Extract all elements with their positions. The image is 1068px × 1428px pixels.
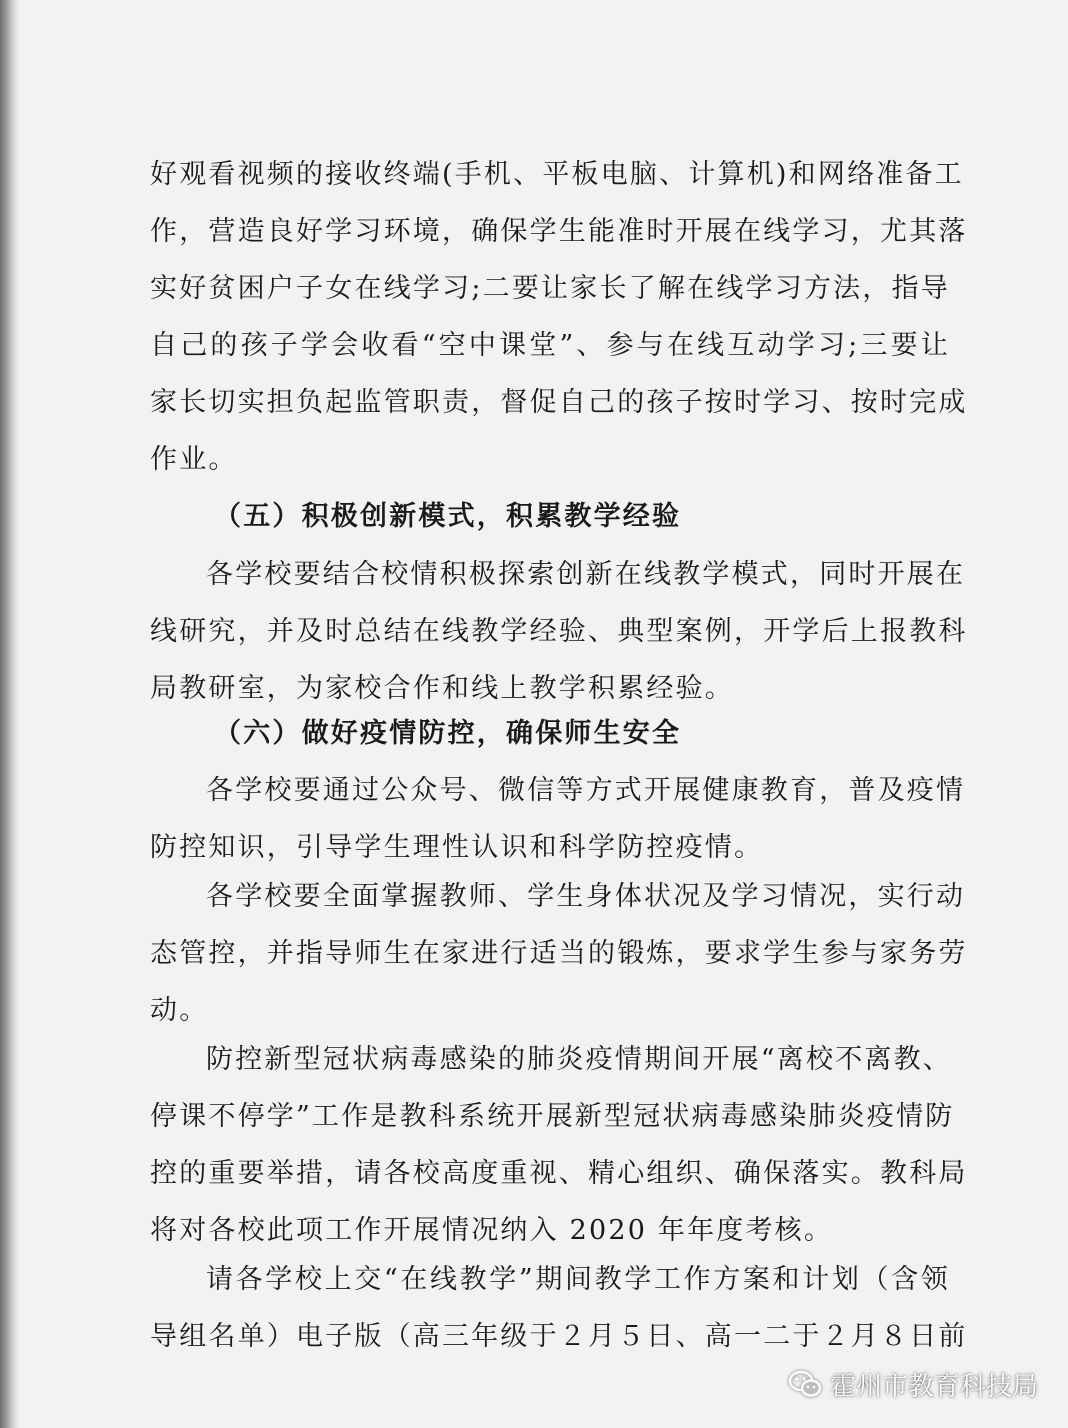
text-line: 将对各校此项工作开展情况纳入 2020 年年度考核。 [150,1215,834,1246]
text-line: 作，营造良好学习环境，确保学生能准时开展在线学习，尤其落 [150,216,968,247]
wechat-watermark [788,1364,1038,1404]
text-line: 停课不停学”工作是教科系统开展新型冠状病毒感染肺炎疫情防 [150,1101,955,1132]
text-line: 好观看视频的接收终端(手机、平板电脑、计算机)和网络准备工 [150,159,964,190]
text-line: 实好贫困户子女在线学习;二要让家长了解在线学习方法，指导 [150,273,950,304]
text-line: 防控新型冠状病毒感染的肺炎疫情期间开展“离校不离教、 [206,1044,953,1075]
section-heading-5: （五）积极创新模式，积累教学经验 [214,501,682,532]
text-line: 线研究，并及时总结在线教学经验、典型案例，开学后上报教科 [150,616,968,647]
scan-edge-shadow [0,0,20,1428]
text-line: 家长切实担负起监管职责，督促自己的孩子按时学习、按时完成 [150,387,968,418]
text-line: 防控知识，引导学生理性认识和科学防控疫情。 [150,832,764,863]
text-line: 各学校要通过公众号、微信等方式开展健康教育，普及疫情 [206,775,966,806]
wechat-icon [788,1369,822,1399]
watermark-text: 霍州市教育科技局 [830,1371,1039,1402]
text-line: 自己的孩子学会收看“空中课堂”、参与在线互动学习;三要让 [150,330,950,361]
text-line: 请各学校上交“在线教学”期间教学工作方案和计划（含领 [206,1264,950,1295]
text-line: 动。 [150,995,209,1026]
text-line: 各学校要全面掌握教师、学生身体状况及学习情况，实行动 [206,881,966,912]
text-line: 各学校要结合校情积极探索创新在线教学模式，同时开展在 [206,559,966,590]
text-line: 作业。 [150,444,238,475]
text-line: 局教研室，为家校合作和线上教学积累经验。 [150,673,734,704]
text-line: 态管控，并指导师生在家进行适当的锻炼，要求学生参与家务劳 [150,938,968,969]
section-heading-6: （六）做好疫情防控，确保师生安全 [214,718,682,749]
text-line: 导组名单）电子版（高三年级于２月５日、高一二于２月８日前 [150,1321,968,1352]
text-line: 控的重要举措，请各校高度重视、精心组织、确保落实。教科局 [150,1158,968,1189]
